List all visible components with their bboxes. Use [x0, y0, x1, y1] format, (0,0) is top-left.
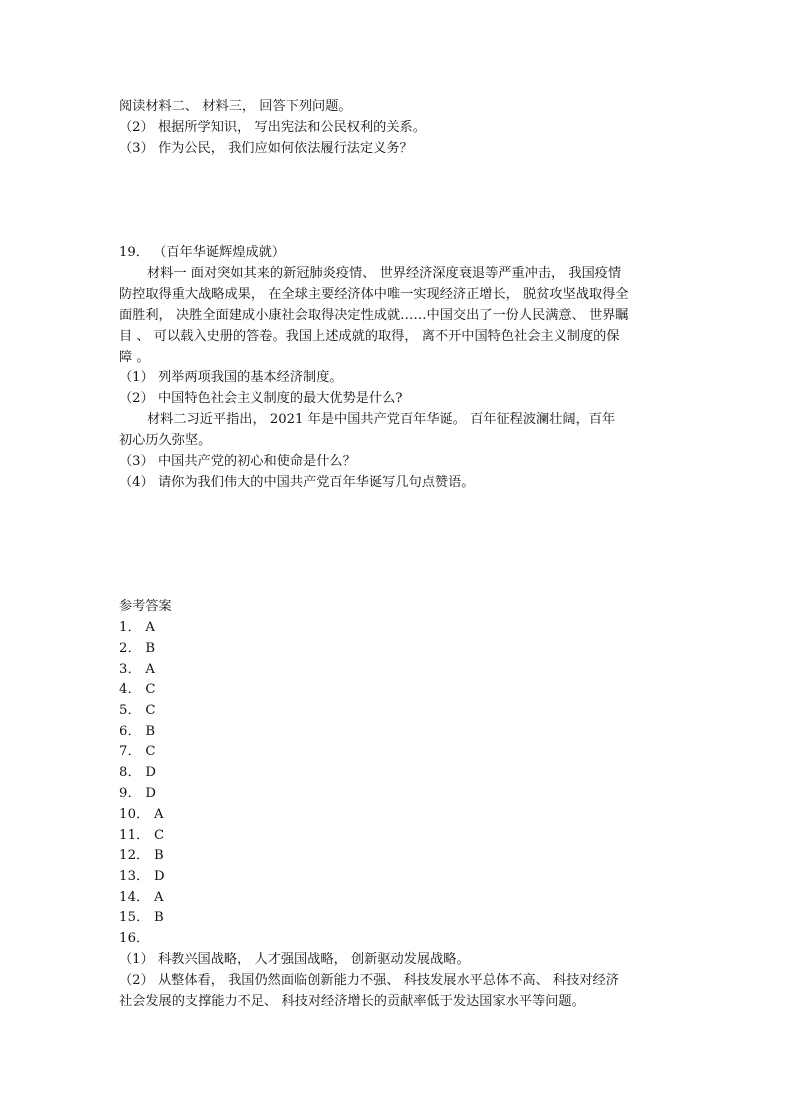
- answer-item: 1． A: [119, 620, 156, 635]
- material1-line: 目 、 可以载入史册的答卷。我国上述成就的取得， 离不开中国特色社会主义制度的保: [119, 329, 620, 344]
- answer16-part2-line: 社会发展的支撑能力不足、 科技对经济增长的贡献率低于发达国家水平等问题。: [119, 994, 585, 1009]
- question19-q2: （2） 中国特色社会主义制度的最大优势是什么?: [119, 391, 403, 406]
- material1-line: 防控取得重大战略成果， 在全球主要经济体中唯一实现经济正增长， 脱贫攻坚战取得全: [119, 287, 629, 302]
- question19-q3: （3） 中国共产党的初心和使命是什么？: [119, 454, 356, 469]
- section1-question-2: （2） 根据所学知识， 写出宪法和公民权利的关系。: [119, 120, 426, 135]
- question19-q1: （1） 列举两项我国的基本经济制度。: [119, 370, 343, 385]
- question19-q4: （4） 请你为我们伟大的中国共产党百年华诞写几句点赞语。: [119, 475, 475, 490]
- answer-item: 12． B: [119, 848, 164, 863]
- answer-item: 9． D: [119, 786, 157, 801]
- section1-question-3: （3） 作为公民， 我们应如何依法履行法定义务？: [119, 141, 413, 156]
- material2-line: 初心历久弥坚。: [119, 433, 212, 448]
- answer16-part1: （1） 科教兴国战略， 人才强国战略， 创新驱动发展战略。: [119, 952, 470, 967]
- answer-item: 10． A: [119, 807, 164, 822]
- answer-item: 4． C: [119, 682, 156, 697]
- material1-line: 材料一 面对突如其来的新冠肺炎疫情、 世界经济深度衰退等严重冲击， 我国疫情: [147, 266, 622, 281]
- answer-item: 11． C: [119, 828, 165, 843]
- section1-intro: 阅读材料二、 材料三， 回答下列问题。: [119, 99, 352, 114]
- answer-item: 16．: [119, 931, 150, 946]
- material1-line: 面胜利， 决胜全面建成小康社会取得决定性成就……中国交出了一份人民满意、 世界瞩: [119, 308, 629, 323]
- material2-line: 材料二习近平指出， 2021 年是中国共产党百年华诞。 百年征程波澜壮阔，百年: [147, 412, 616, 427]
- answer-item: 2． B: [119, 641, 156, 656]
- answer-item: 15． B: [119, 910, 164, 925]
- answer-item: 14． A: [119, 890, 164, 905]
- answers-heading: 参考答案: [119, 599, 172, 614]
- answer-item: 7． C: [119, 744, 156, 759]
- question19-title: 19． （百年华诞辉煌成就）: [119, 245, 286, 260]
- answer16-part2-line: （2） 从整体看， 我国仍然面临创新能力不强、 科技发展水平总体不高、 科技对经济: [119, 973, 619, 988]
- answer-item: 5． C: [119, 703, 156, 718]
- answer-item: 13． D: [119, 869, 165, 884]
- answer-item: 3． A: [119, 662, 156, 677]
- answer-item: 6． B: [119, 724, 156, 739]
- answer-item: 8． D: [119, 765, 157, 780]
- material1-line: 障 。: [119, 350, 150, 365]
